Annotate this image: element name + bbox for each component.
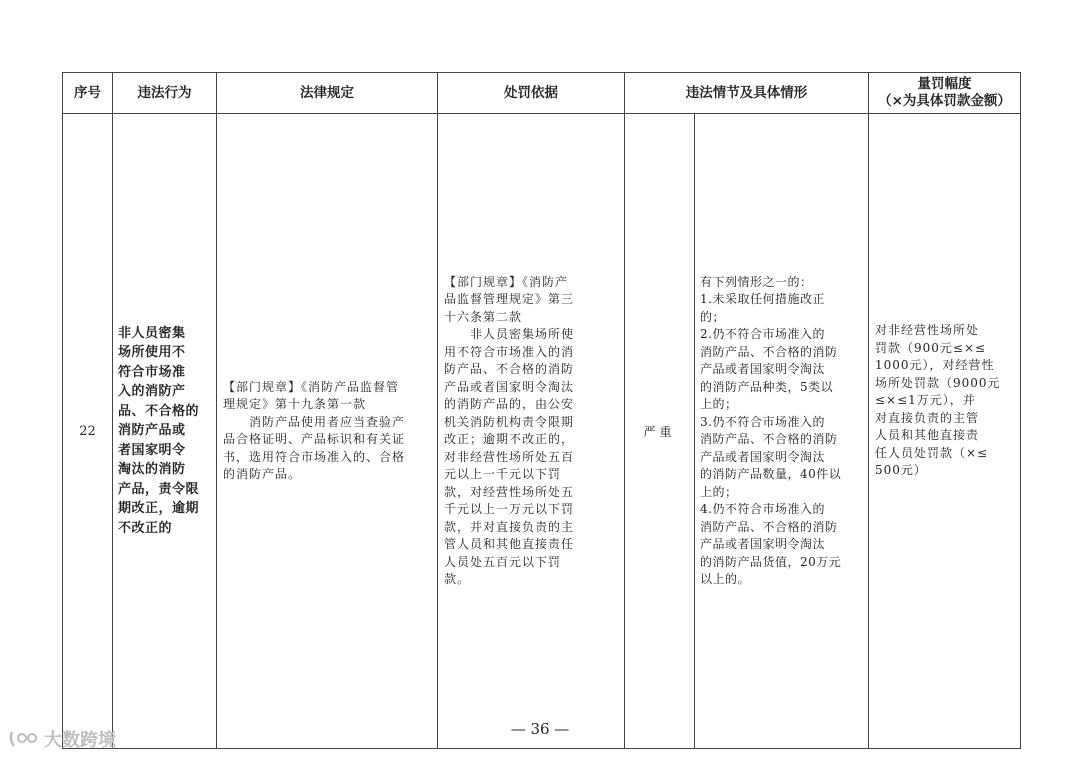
watermark-text: 大数跨境 [44, 730, 116, 751]
penalty-range-cell: 对非经营性场所处 罚款（900元≤×≤ 1000元），对经营性 场所处罚款（9000元 ≤×≤1万元），并 对直接负责的主管 人员和其他直接责 任人员处罚款（×≤ 500元） [869, 114, 1021, 749]
page-number: — 36 — [510, 720, 570, 738]
table-row [63, 114, 1021, 749]
severity-cell: 严重 [625, 114, 695, 749]
header-legal-provision: 法律规定 [217, 73, 438, 114]
header-violation: 违法行为 [113, 73, 217, 114]
header-penalty-basis: 处罚依据 [438, 73, 625, 114]
penalty-basis-cell: 【部门规章】《消防产 品监督管理规定》第三 十六条第二款 非人员密集场所使 用不符合市场准入的消 防产品、不合格的消防 产品或者国家明令淘汰 的消防产品的，由公安 机关消防机构责令限期 改正；逾期不改正的， 对非经营性场所处五百 元以上一千元以下罚 款，对经营性场所处五 千元以上一万元以下罚 款，并对直接负责的主 管人员和其他直接责任 人员处五百元以下罚 款。 [438, 114, 625, 749]
penalty-table [62, 72, 1021, 749]
row-number: 22 [63, 114, 113, 749]
header-circumstances: 违法情节及具体情形 [625, 73, 869, 114]
legal-provision-cell: 【部门规章】《消防产品监督管 理规定》第十九条第一款 消防产品使用者应当查验产 品合格证明、产品标识和有关证 书，选用符合市场准入的、合格 的消防产品。 [217, 114, 438, 749]
watermark [8, 726, 116, 752]
header-number: 序号 [63, 73, 113, 114]
header-penalty-range: 量罚幅度 （×为具体罚款金额） [869, 73, 1021, 114]
violation-cell: 非人员密集 场所使用不 符合市场准 入的消防产 品、不合格的 消防产品或 者国家明令 淘汰的消防 产品，责令限 期改正，逾期 不改正的 [113, 114, 217, 749]
circumstances-cell: 有下列情形之一的： 1.未采取任何措施改正 的； 2.仍不符合市场准入的 消防产品、不合格的消防 产品或者国家明令淘汰 的消防产品种类，5类以 上的； 3.仍不符合市场准入的 消防产品、不合格的消防 产品或者国家明令淘汰 的消防产品数量，40件以 上的； 4.仍不符合市场准入的 消防产品、不合格的消防 产品或者国家明令淘汰 的消防产品货值，20万元 以上的。 [695, 114, 869, 749]
watermark-logo-icon [8, 728, 40, 750]
header-row [63, 73, 1021, 114]
